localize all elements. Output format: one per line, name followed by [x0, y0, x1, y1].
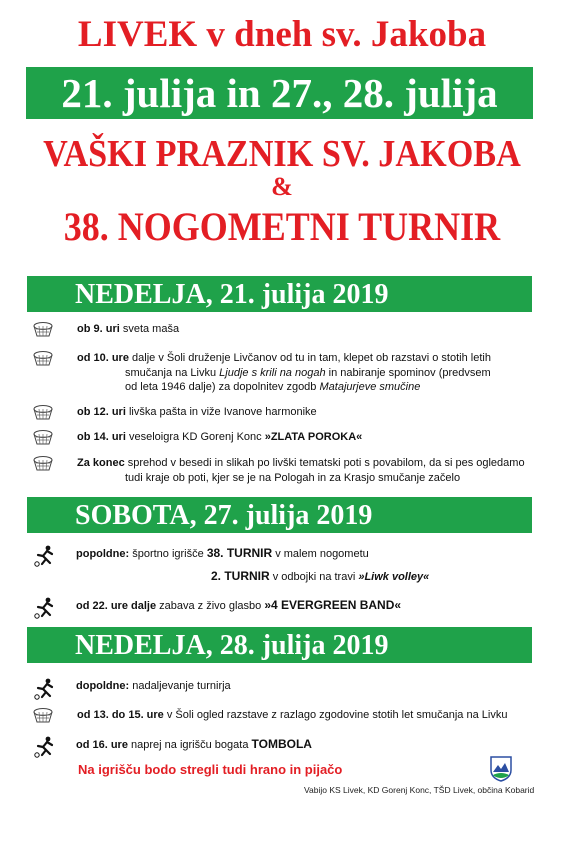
item-text: v Šoli ogled razstave z razlago zgodovine stotih let smučanja na Livku [163, 709, 508, 721]
item-text: livška pašta in vižе Ivanove harmonike [125, 406, 317, 418]
item-time: od 13. do 15. ure [77, 709, 164, 721]
item-time: ob 12. uri [77, 406, 126, 418]
item-text: zabava z živo glasbo [156, 600, 265, 612]
item-text: v malem nogometu [272, 548, 369, 560]
item-time: dopoldne: [76, 680, 130, 692]
item-text: sprehod v besedi in slikah po livški tematski poti s povabilom, da si pes ogledamo [124, 457, 525, 469]
item-text: športno igrišče [129, 548, 207, 560]
item-text-line2: smučanja na Livku [125, 366, 220, 379]
dates-banner [26, 67, 533, 119]
day-heading-text: SOBOTA, 27. julija 2019 [75, 500, 373, 531]
item-time: popoldne: [76, 548, 130, 560]
item-time: ob 14. uri [77, 431, 126, 443]
item-text: v odbojki na travi [269, 571, 359, 583]
festival-title: VAŠKI PRAZNIK SV. JAKOBA [43, 133, 521, 175]
item-time: od 10. ure [77, 352, 129, 364]
day-heading [27, 627, 532, 663]
item-time: od 16. ure [76, 739, 128, 751]
item-time: ob 9. uri [77, 323, 120, 335]
item-text: veseloigra KD Gorenj Konc [125, 431, 265, 443]
football-player-icon [33, 545, 53, 563]
dates-text: 21. julija in 27., 28. julija [61, 70, 498, 116]
item-highlight: »ZLATA POROKA« [264, 431, 363, 443]
basket-icon [33, 429, 53, 447]
item-text-line2: tudi kraje ob poti, kjer se je na Pologah in za Krasjo smučanje začelo [125, 471, 461, 484]
item-highlight: 2. TURNIR [211, 569, 270, 583]
page-title: LIVEK v dneh sv. Jakoba [77, 14, 487, 55]
item-time: Za konec [77, 457, 125, 469]
day-heading-text: NEDELJA, 28. julija 2019 [75, 630, 389, 661]
basket-icon [33, 350, 53, 368]
item-highlight: 38. TURNIR [206, 546, 273, 560]
item-text: sveta maša [119, 323, 180, 335]
item-text-line2b: in nabiranje spominov (predvsem [325, 366, 491, 379]
item-highlight: »4 EVERGREEN BAND« [264, 598, 402, 612]
item-italic: »Liwk volley« [358, 571, 430, 583]
tournament-title: 38. NOGOMETNI TURNIR [63, 204, 501, 249]
basket-icon [33, 404, 53, 422]
football-player-icon [33, 597, 53, 615]
item-text: naprej na igrišču bogata [127, 739, 252, 751]
basket-icon [33, 455, 53, 473]
item-highlight: TOMBOLA [251, 737, 312, 751]
day-heading [27, 497, 532, 533]
football-player-icon [33, 736, 53, 754]
coat-of-arms-icon [490, 756, 512, 782]
item-italic: Ljudje s krili na nogah [219, 366, 326, 379]
football-player-icon [33, 678, 53, 696]
food-note: Na igrišču bodo stregli tudi hrano in pijačo [78, 762, 343, 777]
item-time: od 22. ure dalje [76, 600, 157, 612]
item-text: dalje v Šoli druženje Livčanov od tu in tam, klepet ob razstavi o stotih letih [128, 352, 491, 364]
item-text-line3: od leta 1946 dalje) za dopolnitev zgodb [125, 381, 320, 393]
day-heading-text: NEDELJA, 21. julija 2019 [75, 279, 389, 310]
basket-icon [33, 707, 53, 725]
item-italic: Matajurjeve smučine [319, 381, 421, 393]
ampersand: & [271, 172, 293, 201]
basket-icon [33, 321, 53, 339]
day-heading [27, 276, 532, 312]
credits: Vabijo KS Livek, KD Gorenj Konc, TŠD Livek, občina Kobarid [304, 785, 535, 795]
item-text: nadaljevanje turnirja [129, 680, 231, 692]
